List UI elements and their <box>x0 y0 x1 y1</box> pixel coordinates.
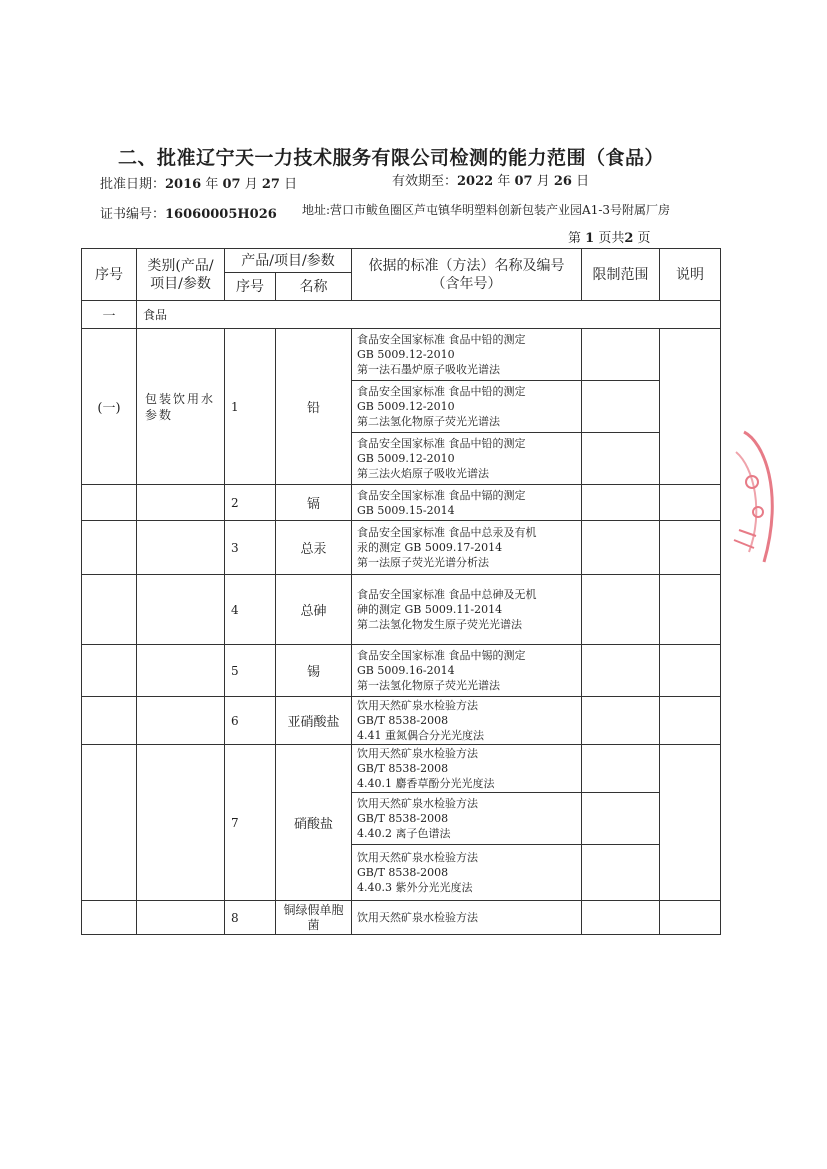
item-no: 4 <box>225 575 276 645</box>
day-char: 日 <box>576 174 590 189</box>
method-line: GB 5009.12-2010 <box>357 400 455 413</box>
method-cell <box>352 645 582 697</box>
category-cell <box>137 485 225 521</box>
method-line: 第二法氢化物发生原子荧光光谱法 <box>357 618 522 631</box>
item-name: 铜绿假单胞菌 <box>276 901 352 935</box>
cert-no: 16060005H026 <box>165 207 277 222</box>
seq-cell <box>82 521 137 575</box>
certificate-number <box>100 203 277 222</box>
table-row <box>82 485 721 521</box>
section-seq: 一 <box>82 301 137 329</box>
approval-day: 27 <box>261 177 280 192</box>
method-cell <box>352 485 582 521</box>
method-line: 食品安全国家标准 食品中镉的测定 <box>357 488 526 502</box>
seq-cell <box>82 697 137 745</box>
table-row <box>82 521 721 575</box>
page-suffix: 页 <box>637 231 651 246</box>
method-cell <box>352 521 582 575</box>
scope-table <box>81 248 721 935</box>
valid-year: 2022 <box>457 174 494 189</box>
method-line: 食品安全国家标准 食品中铅的测定 <box>357 437 526 450</box>
item-no: 8 <box>225 901 276 935</box>
month-char: 月 <box>244 177 258 192</box>
method-cell <box>352 329 582 381</box>
method-line: 食品安全国家标准 食品中总汞及有机 <box>357 526 537 539</box>
limit-cell <box>582 521 660 575</box>
col-product-group: 产品/项目/参数 <box>225 249 352 273</box>
seq-cell <box>82 575 137 645</box>
page-number <box>568 227 651 246</box>
limit-cell <box>582 433 660 485</box>
method-cell <box>352 381 582 433</box>
method-cell <box>352 697 582 745</box>
col-item-seq: 序号 <box>225 273 276 301</box>
method-line: 第二法氢化物原子荧光光谱法 <box>357 415 500 428</box>
note-cell <box>660 521 721 575</box>
method-line: 第一法氢化物原子荧光光谱法 <box>357 679 500 692</box>
cert-label: 证书编号： <box>100 207 166 222</box>
method-line: 砷的测定 GB 5009.11-2014 <box>357 603 503 616</box>
note-cell <box>660 645 721 697</box>
category-cell <box>137 521 225 575</box>
note-cell <box>660 697 721 745</box>
method-line: 饮用天然矿泉水检验方法 <box>357 797 478 810</box>
method-line: 4.40.3 紫外分光光度法 <box>357 881 473 894</box>
month-char: 月 <box>536 174 550 189</box>
page-total: 2 <box>624 231 634 246</box>
method-line: 饮用天然矿泉水检验方法 <box>357 851 478 864</box>
approval-year: 2016 <box>165 177 202 192</box>
seq-cell <box>82 485 137 521</box>
item-name: 硝酸盐 <box>276 745 352 901</box>
approval-label: 批准日期： <box>100 177 166 192</box>
table-row <box>82 901 721 935</box>
method-line: 饮用天然矿泉水检验方法 <box>357 911 478 924</box>
header-row <box>82 249 721 273</box>
note-cell <box>660 329 721 485</box>
section-name: 食品 <box>137 301 721 329</box>
seq-cell <box>82 645 137 697</box>
item-no: 7 <box>225 745 276 901</box>
item-name: 镉 <box>276 485 352 521</box>
seq-cell <box>82 901 137 935</box>
col-note: 说明 <box>660 249 721 301</box>
note-cell <box>660 901 721 935</box>
method-cell <box>352 433 582 485</box>
category-cell <box>137 575 225 645</box>
page-title: 二、批准辽宁天一力技术服务有限公司检测的能力范围（食品） <box>118 147 665 169</box>
limit-cell <box>582 793 660 845</box>
item-name: 总砷 <box>276 575 352 645</box>
valid-day: 26 <box>553 174 572 189</box>
col-item-name: 名称 <box>276 273 352 301</box>
limit-cell <box>582 745 660 793</box>
method-line: 第三法火焰原子吸收光谱法 <box>357 467 489 480</box>
note-cell <box>660 485 721 521</box>
note-cell <box>660 575 721 645</box>
approval-date <box>100 173 297 192</box>
stamp-mark <box>753 507 763 517</box>
method-cell <box>352 575 582 645</box>
category-cell <box>137 697 225 745</box>
table-row <box>82 697 721 745</box>
method-line: 食品安全国家标准 食品中铅的测定 <box>357 385 526 398</box>
category-cell <box>137 901 225 935</box>
page-mid: 页共 <box>598 231 625 246</box>
limit-cell <box>582 901 660 935</box>
col-limit: 限制范围 <box>582 249 660 301</box>
category-cell <box>137 645 225 697</box>
page-prefix: 第 <box>568 231 582 246</box>
method-cell <box>352 793 582 845</box>
item-no: 3 <box>225 521 276 575</box>
method-line: GB 5009.16-2014 <box>357 664 455 677</box>
method-line: GB/T 8538-2008 <box>357 812 449 825</box>
table-row <box>82 329 721 381</box>
method-line: 4.40.1 麝香草酚分光光度法 <box>357 777 495 790</box>
page-current: 1 <box>585 231 595 246</box>
red-seal-stamp <box>724 412 827 582</box>
note-cell <box>660 745 721 901</box>
limit-cell <box>582 575 660 645</box>
year-char: 年 <box>205 177 219 192</box>
method-line: 食品安全国家标准 食品中总砷及无机 <box>357 588 537 601</box>
method-line: 4.40.2 离子色谱法 <box>357 827 451 840</box>
limit-cell <box>582 381 660 433</box>
item-name: 锡 <box>276 645 352 697</box>
method-line: GB/T 8538-2008 <box>357 866 449 879</box>
limit-cell <box>582 329 660 381</box>
method-line: GB 5009.15-2014 <box>357 503 455 517</box>
table-row <box>82 575 721 645</box>
valid-label: 有效期至： <box>392 174 458 189</box>
group-name: 包装饮用水参数 <box>137 329 225 485</box>
method-line: 汞的测定 GB 5009.17-2014 <box>357 541 503 554</box>
method-cell <box>352 745 582 793</box>
item-name: 亚硝酸盐 <box>276 697 352 745</box>
valid-until <box>392 170 589 189</box>
method-line: 饮用天然矿泉水检验方法 <box>357 699 478 712</box>
item-no: 6 <box>225 697 276 745</box>
seq-cell <box>82 745 137 901</box>
method-line: GB 5009.12-2010 <box>357 348 455 361</box>
limit-cell <box>582 845 660 901</box>
item-no: 1 <box>225 329 276 485</box>
method-line: GB/T 8538-2008 <box>357 714 449 727</box>
stamp-arc-inner <box>736 452 756 552</box>
method-line: 食品安全国家标准 食品中锡的测定 <box>357 649 526 662</box>
method-line: 食品安全国家标准 食品中铅的测定 <box>357 333 526 346</box>
approval-month: 07 <box>222 177 241 192</box>
limit-cell <box>582 645 660 697</box>
col-category: 类别(产品/项目/参数 <box>137 249 225 301</box>
year-char: 年 <box>497 174 511 189</box>
method-line: 第一法原子荧光光谱分析法 <box>357 556 489 569</box>
section-row <box>82 301 721 329</box>
item-name: 总汞 <box>276 521 352 575</box>
valid-month: 07 <box>514 174 533 189</box>
stamp-arc <box>744 432 772 562</box>
method-line: 饮用天然矿泉水检验方法 <box>357 747 478 760</box>
method-line: GB/T 8538-2008 <box>357 762 449 775</box>
category-cell <box>137 745 225 901</box>
item-no: 5 <box>225 645 276 697</box>
item-name: 铅 <box>276 329 352 485</box>
table-row <box>82 745 721 793</box>
group-seq: (一) <box>82 329 137 485</box>
col-seq: 序号 <box>82 249 137 301</box>
day-char: 日 <box>284 177 298 192</box>
method-line: 第一法石墨炉原子吸收光谱法 <box>357 363 500 376</box>
method-line: 4.41 重氮偶合分光光度法 <box>357 729 484 742</box>
item-no: 2 <box>225 485 276 521</box>
method-cell <box>352 901 582 935</box>
method-line: GB 5009.12-2010 <box>357 452 455 465</box>
address: 地址:营口市鲅鱼圈区芦屯镇华明塑料创新包装产业园A1-3号附属厂房 <box>302 203 671 217</box>
limit-cell <box>582 485 660 521</box>
limit-cell <box>582 697 660 745</box>
col-standard: 依据的标准（方法）名称及编号（含年号） <box>352 249 582 301</box>
table-row <box>82 645 721 697</box>
method-cell <box>352 845 582 901</box>
